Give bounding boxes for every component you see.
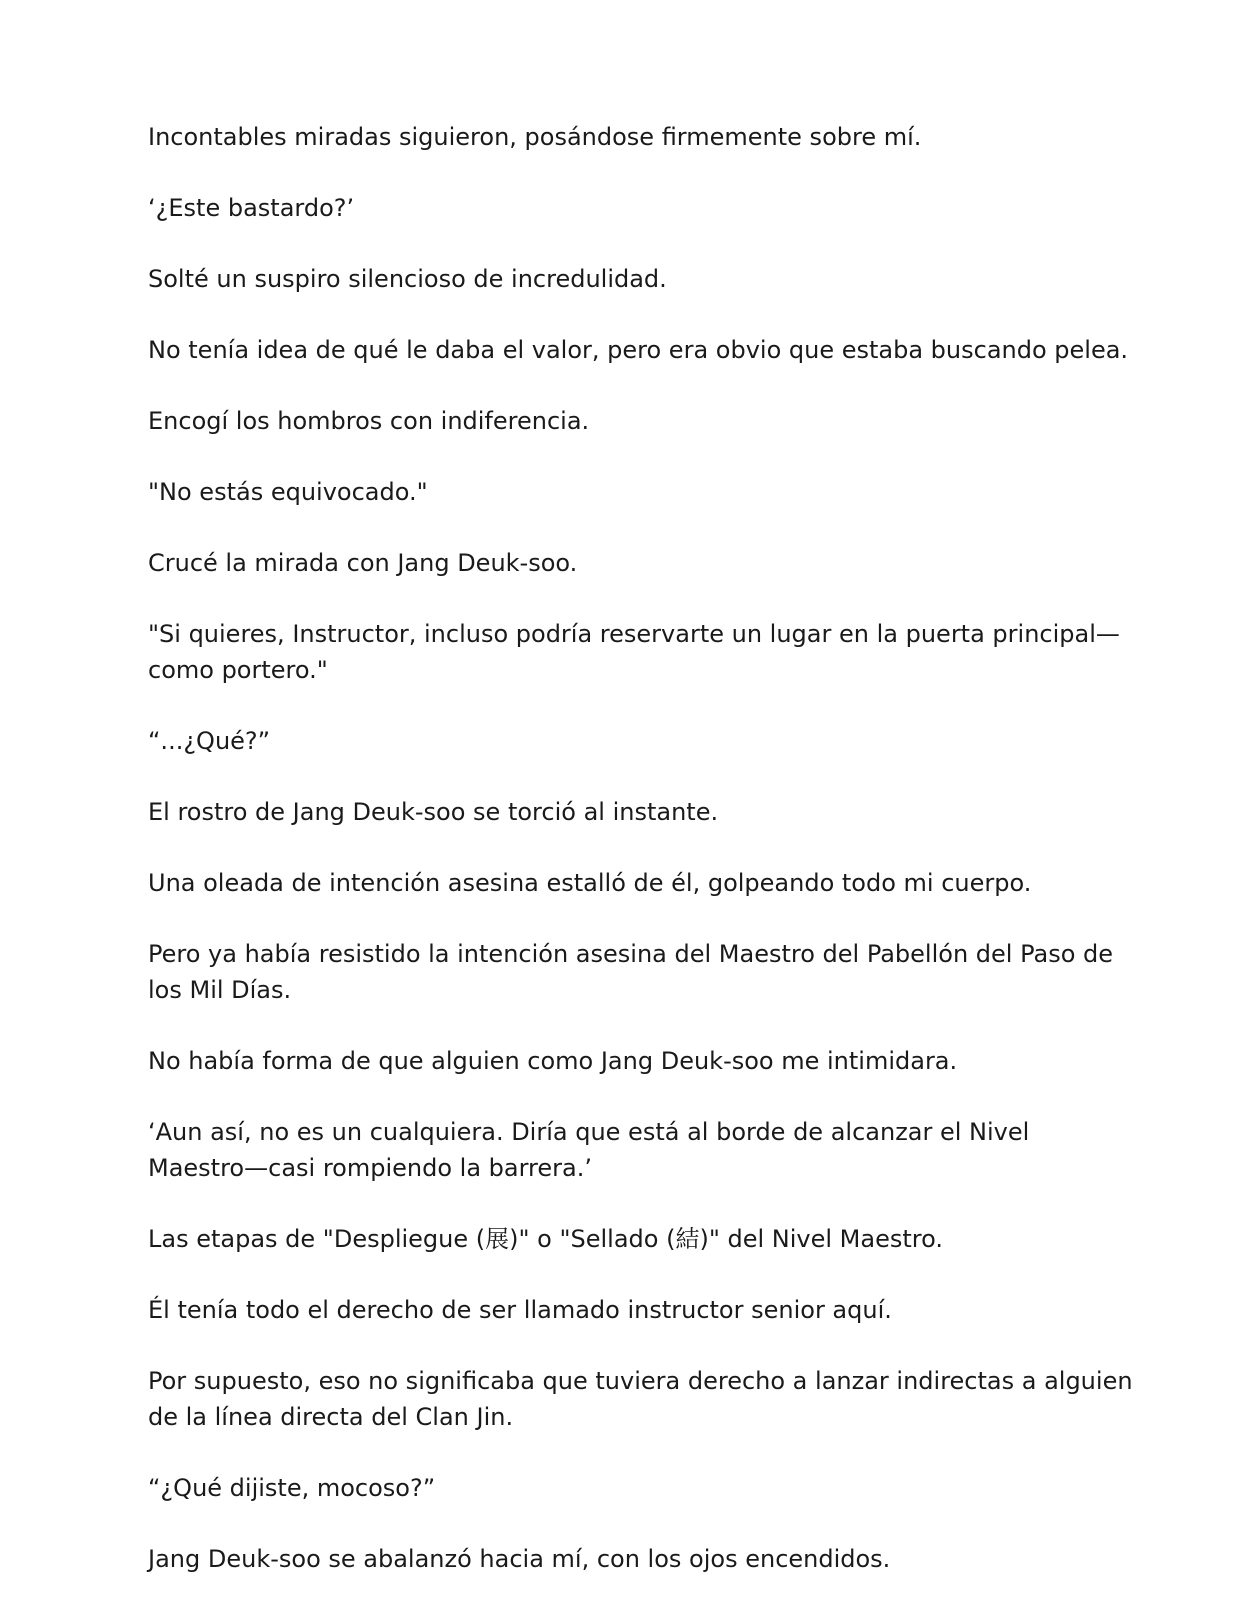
paragraph: “¿Qué dijiste, mocoso?” xyxy=(148,1474,436,1502)
paragraph: Por supuesto, eso no significaba que tuviera derecho a lanzar indirectas a alguien de la línea directa del Clan Jin. xyxy=(148,1367,1133,1431)
paragraph: El rostro de Jang Deuk-soo se torció al instante. xyxy=(148,798,719,826)
paragraph: Encogí los hombros con indiferencia. xyxy=(148,407,590,435)
paragraph: Solté un suspiro silencioso de incredulidad. xyxy=(148,265,667,293)
paragraph: No tenía idea de qué le daba el valor, pero era obvio que estaba buscando pelea. xyxy=(148,336,1129,364)
paragraph: Incontables miradas siguieron, posándose firmemente sobre mí. xyxy=(148,123,922,151)
paragraph: "Si quieres, Instructor, incluso podría reservarte un lugar en la puerta principal—como portero." xyxy=(148,620,1120,684)
document-body xyxy=(148,119,1133,1612)
paragraph: Jang Deuk-soo se abalanzó hacia mí, con los ojos encendidos. xyxy=(148,1545,891,1573)
paragraph: ‘¿Este bastardo?’ xyxy=(148,194,355,222)
paragraph: Él tenía todo el derecho de ser llamado instructor senior aquí. xyxy=(148,1296,892,1324)
paragraph: "No estás equivocado." xyxy=(148,478,428,506)
paragraph: Una oleada de intención asesina estalló de él, golpeando todo mi cuerpo. xyxy=(148,869,1032,897)
paragraph: Las etapas de "Despliegue (展)" o "Sellado (結)" del Nivel Maestro. xyxy=(148,1225,943,1253)
paragraph: “...¿Qué?” xyxy=(148,727,271,755)
paragraph: Crucé la mirada con Jang Deuk-soo. xyxy=(148,549,578,577)
paragraph: Pero ya había resistido la intención asesina del Maestro del Pabellón del Paso de los Mil Días. xyxy=(148,940,1114,1004)
paragraph: No había forma de que alguien como Jang Deuk-soo me intimidara. xyxy=(148,1047,958,1075)
paragraph: ‘Aun así, no es un cualquiera. Diría que está al borde de alcanzar el Nivel Maestro—casi rompiendo la barrera.’ xyxy=(148,1118,1030,1182)
